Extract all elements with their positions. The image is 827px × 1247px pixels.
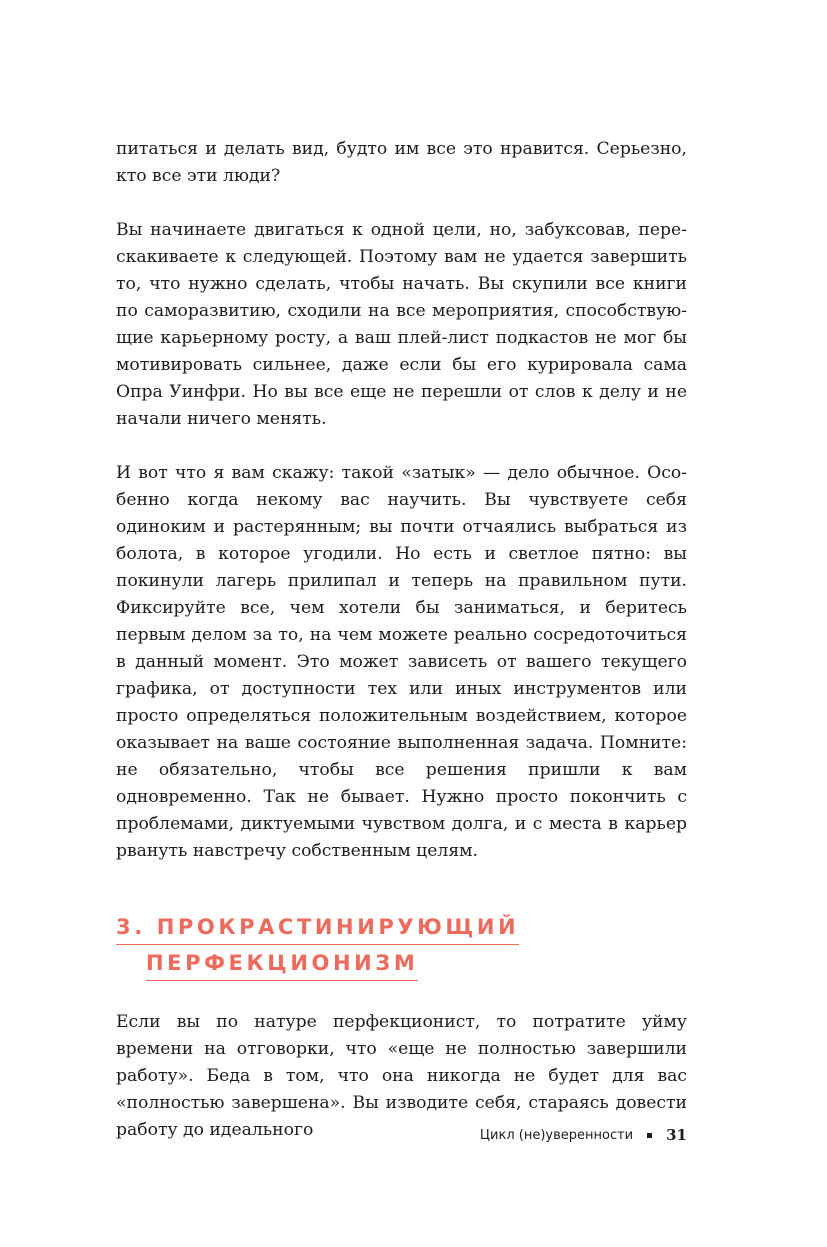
- running-chapter-title: Цикл (не)уверенности: [479, 1127, 634, 1143]
- paragraph-1: питаться и делать вид, будто им все это нравится. Серьезно, кто все эти люди?: [116, 139, 687, 186]
- section-heading-line-2: ПЕРФЕКЦИОНИЗМ: [146, 947, 418, 981]
- paragraph-3: И вот что я вам скажу: такой «затык» — дело обычное. Особенно когда некому вас научить. Вы чувствуете себя одиноким и растерянным; вы почти отчаялись выбраться из болота, в которое угодили. Но есть и светлое пятно: вы покинули лагерь прилипал и теперь на правильном пути. Фиксируйте все, чем хотели бы заниматься, и беритесь первым делом за то, на чем можете реально сосредоточиться в данный момент. Это может зависеть от вашего текущего графика, от доступности тех или иных инструментов или просто определяться положительным воздействием, которое оказывает на ваше состояние выполненная задача. Помните: не обязательно, чтобы все решения пришли к вам одновременно. Так не бывает. Нужно просто покончить с проблемами, диктуемыми чувством долга, и с места в карьер рвануть навстречу собственным целям.: [116, 463, 687, 861]
- footer-bullet-icon: [647, 1133, 652, 1138]
- paragraph-4: Если вы по натуре перфекционист, то потратите уйму времени на отговорки, что «еще не полностью завершили работу». Беда в том, что она никогда не будет для вас «полностью завершена». Вы изводите себя, стараясь довести работу до идеального: [116, 1012, 687, 1140]
- paragraph-2: Вы начинаете двигаться к одной цели, но, забуксовав, перескакиваете к следующей. Поэтому вам не удается завершить то, что нужно сделать, чтобы начать. Вы скупили все книги по саморазвитию, сходили на все мероприятия, способствующие карьерному росту, а ваш плей-лист подкастов не мог бы мотивировать сильнее, даже если бы его курировала сама Опра Уинфри. Но вы все еще не перешли от слов к делу и не начали ничего менять.: [116, 220, 687, 429]
- page-footer: [480, 1126, 687, 1144]
- section-heading-line-1: 3. ПРОКРАСТИНИРУЮЩИЙ: [116, 911, 519, 945]
- section-heading: [116, 911, 687, 981]
- page-number: 31: [666, 1126, 687, 1144]
- body-text: [116, 136, 687, 1144]
